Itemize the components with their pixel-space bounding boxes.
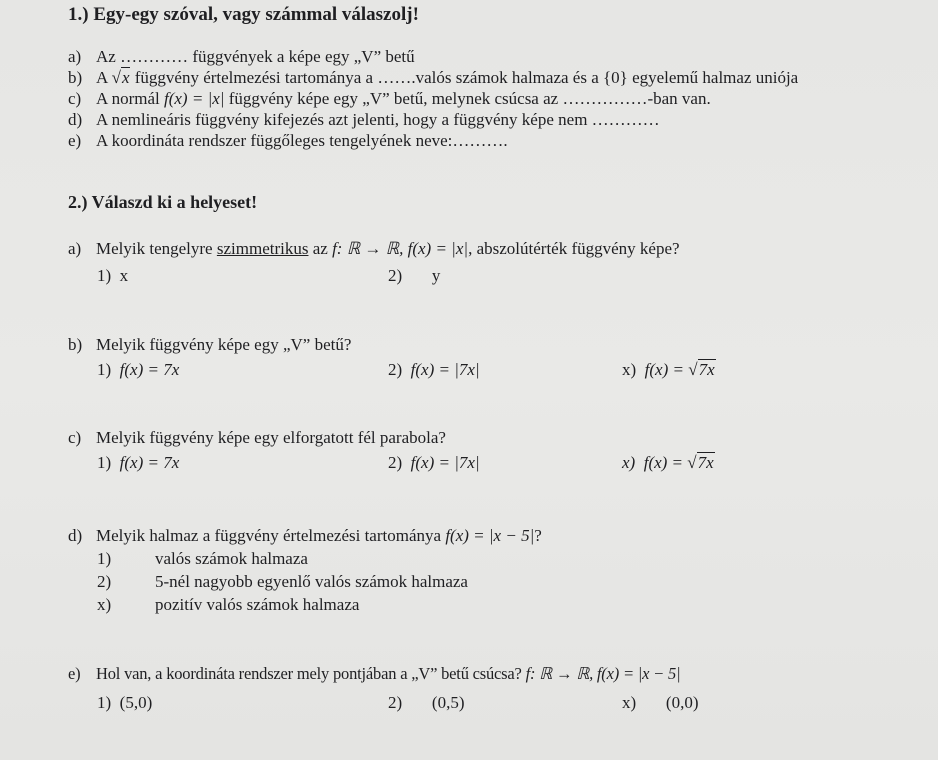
option-label: 1) xyxy=(97,360,112,379)
option-text: (0,0) xyxy=(665,693,699,712)
section1-title: 1.) Egy-egy szóval, vagy számmal válaszolj! xyxy=(68,4,419,25)
option-label: 2) xyxy=(388,453,403,472)
option[interactable] xyxy=(97,572,468,592)
section2-title: 2.) Válaszd ki a helyeset! xyxy=(68,192,258,212)
item-text: A nemlineáris függvény kifejezés azt jelenti, hogy a függvény képe nem ………… xyxy=(96,110,660,129)
option-text: f(x) = |7x| xyxy=(410,453,480,472)
question-label: c) xyxy=(68,428,82,447)
s1-item-b xyxy=(68,68,798,88)
option-text: f(x) = 7x xyxy=(119,360,180,379)
option-text: (0,5) xyxy=(431,693,465,712)
question-text: az xyxy=(308,239,333,258)
option-label: 1) xyxy=(97,693,112,712)
q-b xyxy=(68,335,351,355)
option[interactable] xyxy=(388,453,480,473)
q-c xyxy=(68,428,446,448)
underlined-word: szimmetrikus xyxy=(216,239,309,258)
option-label: x) xyxy=(622,360,637,379)
option[interactable] xyxy=(622,453,715,473)
sqrt-expression: √7x xyxy=(688,360,715,379)
option-label: x) xyxy=(97,595,112,614)
question-label: a) xyxy=(68,239,82,258)
question-text: Hol van, a koordináta rendszer mely pontjában a „V” betű csúcsa? xyxy=(96,664,526,683)
option-text: valós számok halmaza xyxy=(155,549,308,568)
option[interactable] xyxy=(97,549,308,569)
option-label: 2) xyxy=(388,360,403,379)
question-label: e) xyxy=(68,664,81,683)
option-label: x) xyxy=(622,453,636,472)
s1-item-e xyxy=(68,131,508,151)
question-label: b) xyxy=(68,335,83,354)
item-text-pre: A normál xyxy=(96,89,164,108)
option-text: f(x) = xyxy=(643,453,688,472)
option-text: x xyxy=(119,266,129,285)
item-text-post: függvény képe egy „V” betű, melynek csúcsa az ……………-ban van. xyxy=(224,89,711,108)
s1-item-a xyxy=(68,47,415,67)
option[interactable] xyxy=(97,266,128,286)
math-expression: f: ℝ → ℝ, f(x) = |x − 5| xyxy=(525,664,681,683)
sqrt-expression: √7x xyxy=(687,453,714,472)
option-text: f(x) = 7x xyxy=(119,453,180,472)
math-expression: f: ℝ → ℝ, f(x) = |x| xyxy=(332,239,469,258)
option-label: 1) xyxy=(97,453,112,472)
math-expression: f(x) = |x − 5| xyxy=(445,526,535,545)
item-label: c) xyxy=(68,89,82,108)
item-label: e) xyxy=(68,131,82,150)
question-text: ? xyxy=(534,526,542,545)
question-text: , abszolútérték függvény képe? xyxy=(468,239,680,258)
option-label: 2) xyxy=(388,693,403,712)
option-label: x) xyxy=(622,693,637,712)
math-expression: f(x) = |x| xyxy=(164,89,225,108)
item-text-pre: A xyxy=(96,68,112,87)
option-label: 2) xyxy=(388,266,403,285)
item-label: a) xyxy=(68,47,82,66)
option-text: f(x) = |7x| xyxy=(410,360,480,379)
item-text: A koordináta rendszer függőleges tengelyének neve:………. xyxy=(96,131,508,150)
option[interactable] xyxy=(388,360,480,380)
option-text: y xyxy=(431,266,441,285)
option[interactable] xyxy=(97,595,359,615)
option[interactable] xyxy=(97,453,179,473)
q-a xyxy=(68,239,680,259)
item-label: d) xyxy=(68,110,83,129)
q-d xyxy=(68,526,542,546)
question-text: Melyik halmaz a függvény értelmezési tartománya xyxy=(96,526,446,545)
option[interactable] xyxy=(622,693,699,713)
s1-item-c xyxy=(68,89,711,109)
option-label: 1) xyxy=(97,266,112,285)
item-label: b) xyxy=(68,68,83,87)
sqrt-expression: √x xyxy=(111,68,130,87)
option[interactable] xyxy=(97,693,152,713)
option[interactable] xyxy=(97,360,179,380)
option-label: 2) xyxy=(97,572,112,591)
question-text: Melyik tengelyre xyxy=(96,239,217,258)
question-label: d) xyxy=(68,526,83,545)
option[interactable] xyxy=(388,693,465,713)
option[interactable] xyxy=(622,360,716,380)
item-text: Az ………… függvények a képe egy „V” betű xyxy=(96,47,415,66)
s1-item-d xyxy=(68,110,660,130)
option-label: 1) xyxy=(97,549,112,568)
question-text: Melyik függvény képe egy elforgatott fél parabola? xyxy=(96,428,446,447)
item-text-post: függvény értelmezési tartománya a …….valós számok halmaza és a {0} egyelemű halmaz uniója xyxy=(130,68,799,87)
option-text: pozitív valós számok halmaza xyxy=(155,595,360,614)
option-text: 5-nél nagyobb egyenlő valós számok halmaza xyxy=(155,572,468,591)
q-e xyxy=(68,664,680,684)
option-text: (5,0) xyxy=(119,693,153,712)
option[interactable] xyxy=(388,266,440,286)
question-text: Melyik függvény képe egy „V” betű? xyxy=(96,335,352,354)
option-text: f(x) = xyxy=(644,360,689,379)
